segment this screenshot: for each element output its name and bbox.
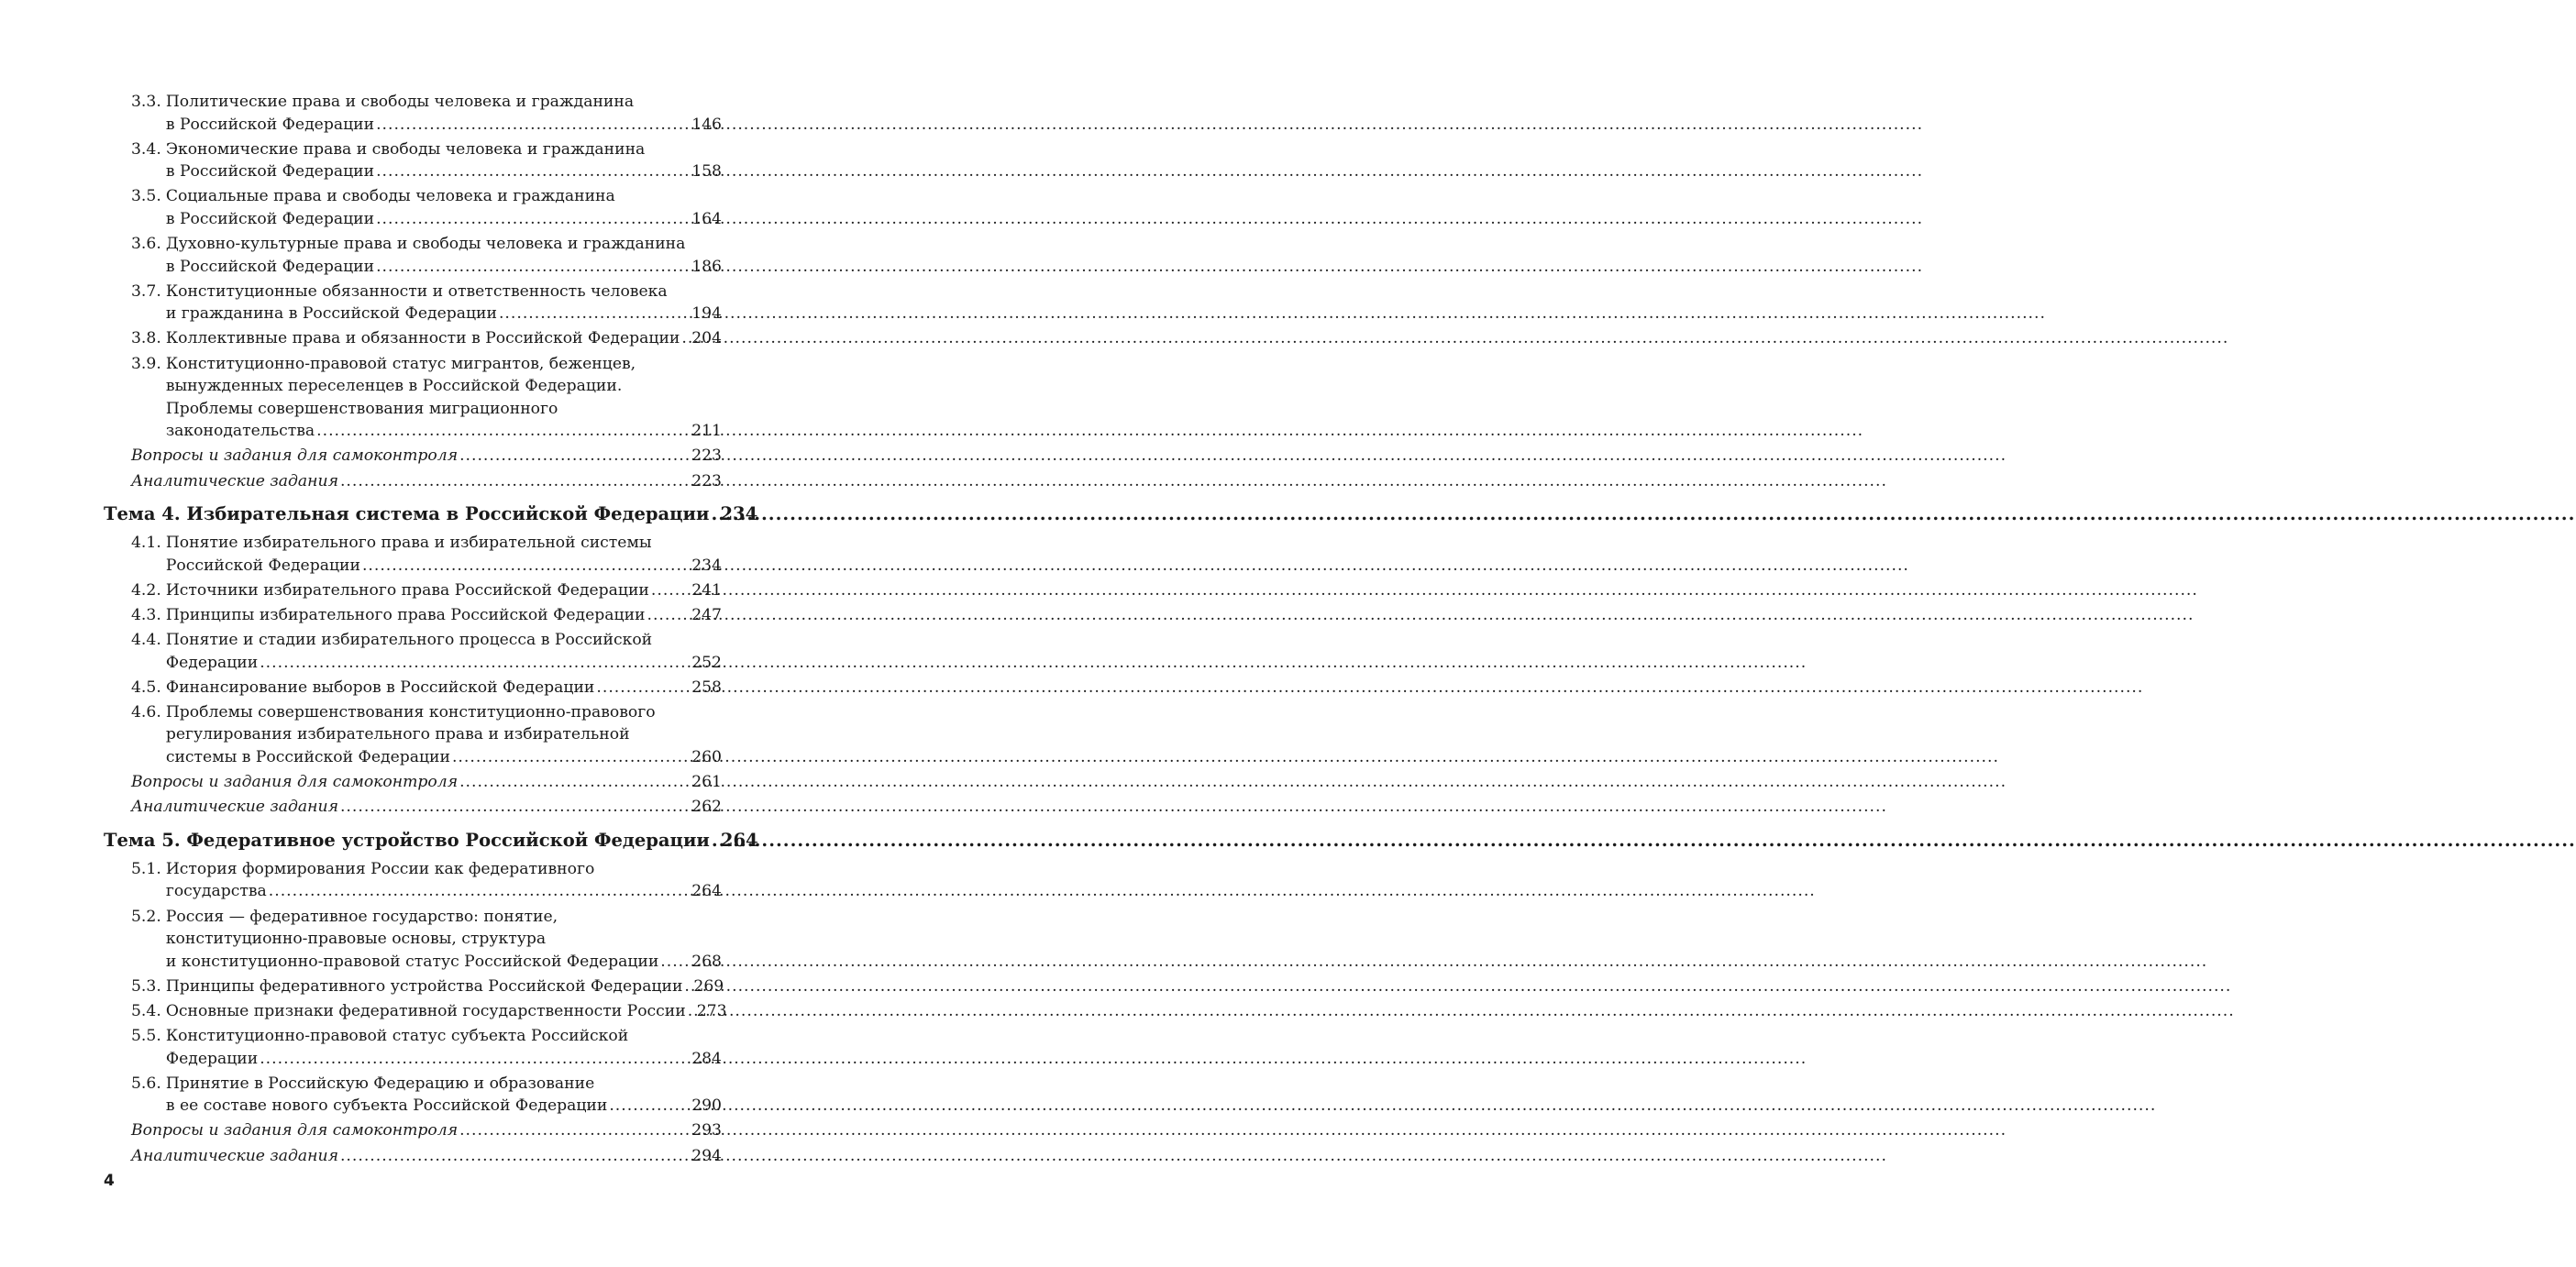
page-ref: 294: [691, 1146, 722, 1165]
entry-body: [166, 677, 722, 700]
entry-line: и конституционно-правовой статус Российской Федерации: [165, 952, 659, 971]
toc-entry: [104, 281, 722, 325]
toc-entry: [104, 975, 722, 998]
entry-line: Принципы избирательного права Российской Федерации: [165, 605, 646, 624]
toc-entry: [104, 233, 722, 278]
leader-dots: [609, 1095, 690, 1118]
toc-extra-entry: [104, 1119, 722, 1142]
entry-last-line: [131, 771, 722, 794]
entry-last-line: [131, 1145, 722, 1168]
toc-entry: [104, 906, 722, 974]
entry-body: [166, 858, 722, 903]
page-ref: 223: [691, 471, 722, 490]
entry-line: вынужденных переселенцев в Российской Федерации.: [165, 377, 623, 396]
section-number: 5.6.: [131, 1074, 161, 1093]
section-number: 3.4.: [131, 139, 161, 159]
toc-entry: [104, 327, 722, 350]
section-number: 4.2.: [131, 580, 161, 600]
entry-line: в Российской Федерации: [165, 257, 375, 276]
entry-body: [131, 771, 722, 794]
leader-dots: [376, 114, 690, 137]
entry-body: [131, 445, 722, 468]
page-ref: 146: [691, 115, 722, 134]
entry-line: и гражданина в Российской Федерации: [165, 304, 497, 324]
leader-dots: [499, 303, 690, 325]
entry-line: Социальные права и свободы человека и гражданина: [165, 187, 615, 206]
entry-line: Вопросы и задания для самоконтроля: [131, 1121, 459, 1140]
entry-last-line: [166, 327, 722, 350]
entry-body: [166, 281, 722, 325]
entry-line: Федерации: [165, 653, 259, 672]
section-number: 4.6.: [131, 702, 161, 722]
entry-line: Конституционно-правовой статус мигрантов, беженцев,: [165, 354, 636, 373]
entry-body: [166, 1073, 722, 1118]
page-ref: 264: [720, 829, 758, 851]
toc-topic-heading: [104, 502, 758, 526]
entry-last-line: [166, 420, 722, 443]
leader-dots: [459, 445, 690, 468]
entry-body: [166, 233, 722, 278]
table-of-contents: [104, 91, 758, 1170]
entry-line: в ее составе нового субъекта Российской Федерации: [165, 1096, 608, 1116]
entry-line: Финансирование выборов в Российской Федерации: [165, 678, 595, 697]
leader-dots: [459, 771, 690, 794]
entry-line: Федерации: [165, 1049, 259, 1068]
entry-line: в Российской Федерации: [165, 162, 375, 182]
entry-body: [166, 1025, 722, 1070]
entry-last-line: [131, 1119, 722, 1142]
leader-dots: [459, 1119, 690, 1142]
entry-line: Проблемы совершенствования конституционно-правового: [165, 702, 656, 722]
entry-line: конституционно-правовые основы, структура: [165, 930, 547, 948]
entry-last-line: [166, 1095, 722, 1118]
toc-extra-entry: [104, 771, 722, 794]
toc-entry: [104, 1025, 722, 1070]
toc-entry: [104, 353, 722, 443]
entry-last-line: [166, 208, 722, 231]
section-number: 3.6.: [131, 235, 161, 254]
entry-body: [166, 353, 722, 443]
section-number: 4.3.: [131, 605, 161, 624]
section-number: 5.3.: [131, 976, 161, 996]
entry-last-line: [131, 470, 722, 493]
toc-entry: [104, 604, 722, 627]
entry-line: Конституционные обязанности и ответственность человека: [165, 281, 668, 301]
leader-dots: [269, 880, 690, 903]
page-ref: 241: [691, 580, 722, 600]
page-ref: 268: [691, 952, 722, 971]
section-number: 5.4.: [131, 1001, 161, 1020]
page-ref: 290: [691, 1096, 722, 1116]
leader-dots: [684, 975, 691, 998]
toc-entry: [104, 701, 722, 769]
entry-last-line: [166, 975, 722, 998]
toc-extra-entry: [104, 470, 722, 493]
toc-entry: [104, 579, 722, 602]
section-number: 3.3.: [131, 93, 161, 111]
entry-line: государства: [165, 882, 267, 901]
leader-dots: [340, 1145, 690, 1168]
section-number: 4.1.: [131, 534, 161, 552]
toc-extra-entry: [104, 796, 722, 819]
entry-line: Источники избирательного права Российской Федерации: [165, 580, 649, 600]
leader-dots: [660, 951, 690, 974]
section-number: 5.1.: [131, 859, 161, 878]
page-ref: 234: [691, 556, 722, 575]
page-ref: 261: [691, 773, 722, 792]
entry-line: Вопросы и задания для самоконтроля: [131, 446, 459, 466]
entry-last-line: [166, 880, 722, 903]
page-ref: 186: [691, 257, 722, 276]
page-ref: 258: [691, 678, 722, 697]
entry-last-line: [166, 579, 722, 602]
entry-line: Основные признаки федеративной государственности России: [165, 1001, 686, 1020]
toc-entry: [104, 1073, 722, 1118]
entry-line: в Российской Федерации: [165, 209, 375, 228]
page-ref: 284: [691, 1049, 722, 1068]
entry-last-line: [166, 256, 722, 279]
toc-entry: [104, 858, 722, 903]
entry-line: Коллективные права и обязанности в Российской Федерации: [165, 329, 680, 348]
entry-line: Экономические права и свободы человека и гражданина: [165, 139, 646, 159]
leader-dots: [681, 327, 690, 350]
entry-body: [166, 91, 722, 136]
entry-line: законодательства: [165, 422, 315, 441]
entry-line: Вопросы и задания для самоконтроля: [131, 773, 459, 792]
leader-dots: [362, 555, 690, 578]
entry-body: [166, 327, 722, 350]
entry-line: в Российской Федерации: [165, 115, 375, 134]
toc-extra-entry: [104, 1145, 722, 1168]
leader-dots: [651, 579, 690, 602]
entry-line: Проблемы совершенствования миграционного: [165, 399, 558, 418]
section-number: 5.2.: [131, 907, 161, 926]
toc-topic-heading: [104, 829, 758, 853]
entry-line: Аналитические задания: [131, 798, 338, 817]
entry-body: [131, 1119, 722, 1142]
section-number: 4.4.: [131, 631, 161, 650]
entry-last-line: [166, 652, 722, 675]
leader-dots: [340, 796, 690, 819]
section-number: 3.9.: [131, 354, 161, 373]
entry-last-line: [166, 677, 722, 700]
page-ref: 273: [696, 1001, 727, 1020]
entry-last-line: [166, 951, 722, 974]
entry-body: [166, 579, 722, 602]
entry-last-line: [166, 746, 722, 769]
entry-body: [166, 906, 722, 974]
entry-line: Понятие избирательного права и избирательной системы: [165, 534, 652, 552]
leader-dots: [712, 829, 719, 853]
entry-line: Конституционно-правовой статус субъекта Российской: [165, 1027, 629, 1046]
entry-last-line: [166, 555, 722, 578]
toc-extra-entry: [104, 445, 722, 468]
entry-body: [166, 701, 722, 769]
page-ref: 234: [720, 503, 758, 524]
section-number: 3.8.: [131, 329, 161, 348]
entry-line: Аналитические задания: [131, 1146, 338, 1165]
leader-dots: [452, 746, 690, 769]
toc-entry: [104, 185, 722, 230]
page-ref: 269: [693, 976, 724, 996]
leader-dots: [647, 604, 691, 627]
toc-entry: [104, 1000, 727, 1023]
topic-title: Тема 4. Избирательная система в Российской Федерации: [104, 503, 710, 524]
page-ref: 211: [691, 422, 722, 441]
page-ref: 252: [691, 653, 722, 672]
section-number: 3.5.: [131, 187, 161, 206]
entry-line: Россия — федеративное государство: понятие,: [165, 907, 558, 926]
entry-last-line: [166, 604, 722, 627]
entry-line: История формирования России как федеративного: [165, 859, 595, 878]
entry-line: регулирования избирательного права и избирательной: [165, 725, 630, 744]
page-ref: 293: [691, 1121, 722, 1140]
topic-title: Тема 5. Федеративное устройство Российской Федерации: [104, 829, 710, 851]
entry-last-line: [131, 445, 722, 468]
leader-dots: [596, 677, 690, 700]
page-ref: 223: [691, 446, 722, 466]
page-ref: 204: [691, 329, 722, 348]
entry-body: [131, 796, 722, 819]
leader-dots: [340, 470, 690, 493]
section-number: 5.5.: [131, 1027, 161, 1046]
entry-line: системы в Российской Федерации: [165, 747, 450, 766]
entry-body: [131, 1145, 722, 1168]
toc-entry: [104, 91, 722, 136]
toc-entry: [104, 677, 722, 700]
leader-dots: [376, 256, 690, 279]
section-number: 3.7.: [131, 281, 161, 301]
entry-body: [131, 470, 722, 493]
entry-line: Принципы федеративного устройства Российской Федерации: [165, 976, 683, 996]
entry-last-line: [131, 796, 722, 819]
page-ref: 194: [691, 304, 722, 324]
entry-body: [166, 629, 722, 674]
entry-last-line: [166, 303, 722, 325]
page-ref: 158: [691, 162, 722, 182]
page-ref: 264: [691, 882, 722, 901]
page-ref: 262: [691, 798, 722, 817]
entry-line: Принятие в Российскую Федерацию и образование: [165, 1074, 595, 1093]
section-number: 4.5.: [131, 678, 161, 697]
page-ref: 164: [691, 209, 722, 228]
leader-dots: [376, 160, 690, 183]
toc-entry: [104, 138, 722, 183]
leader-dots: [260, 1048, 690, 1071]
entry-line: Политические права и свободы человека и гражданина: [165, 93, 635, 111]
leader-dots: [688, 1000, 695, 1023]
entry-line: Российской Федерации: [165, 556, 360, 575]
toc-entry: [104, 629, 722, 674]
entry-last-line: [166, 160, 722, 183]
entry-body: [166, 185, 722, 230]
toc-entry: [104, 532, 722, 577]
leader-dots: [376, 208, 690, 231]
page-ref: 247: [691, 605, 722, 624]
entry-line: Понятие и стадии избирательного процесса в Российской: [165, 631, 653, 650]
leader-dots: [260, 652, 690, 675]
entry-line: Духовно-культурные права и свободы человека и гражданина: [165, 235, 686, 254]
entry-body: [166, 604, 722, 627]
entry-body: [165, 1000, 727, 1023]
entry-last-line: [165, 1000, 727, 1023]
entry-body: [166, 138, 722, 183]
entry-body: [166, 532, 722, 577]
entry-last-line: [166, 114, 722, 137]
leader-dots: [316, 420, 690, 443]
entry-last-line: [166, 1048, 722, 1071]
entry-line: Аналитические задания: [131, 471, 338, 490]
page-ref: 260: [691, 747, 722, 766]
page-number: 4: [104, 1172, 115, 1190]
entry-body: [166, 975, 722, 998]
leader-dots: [711, 502, 718, 526]
